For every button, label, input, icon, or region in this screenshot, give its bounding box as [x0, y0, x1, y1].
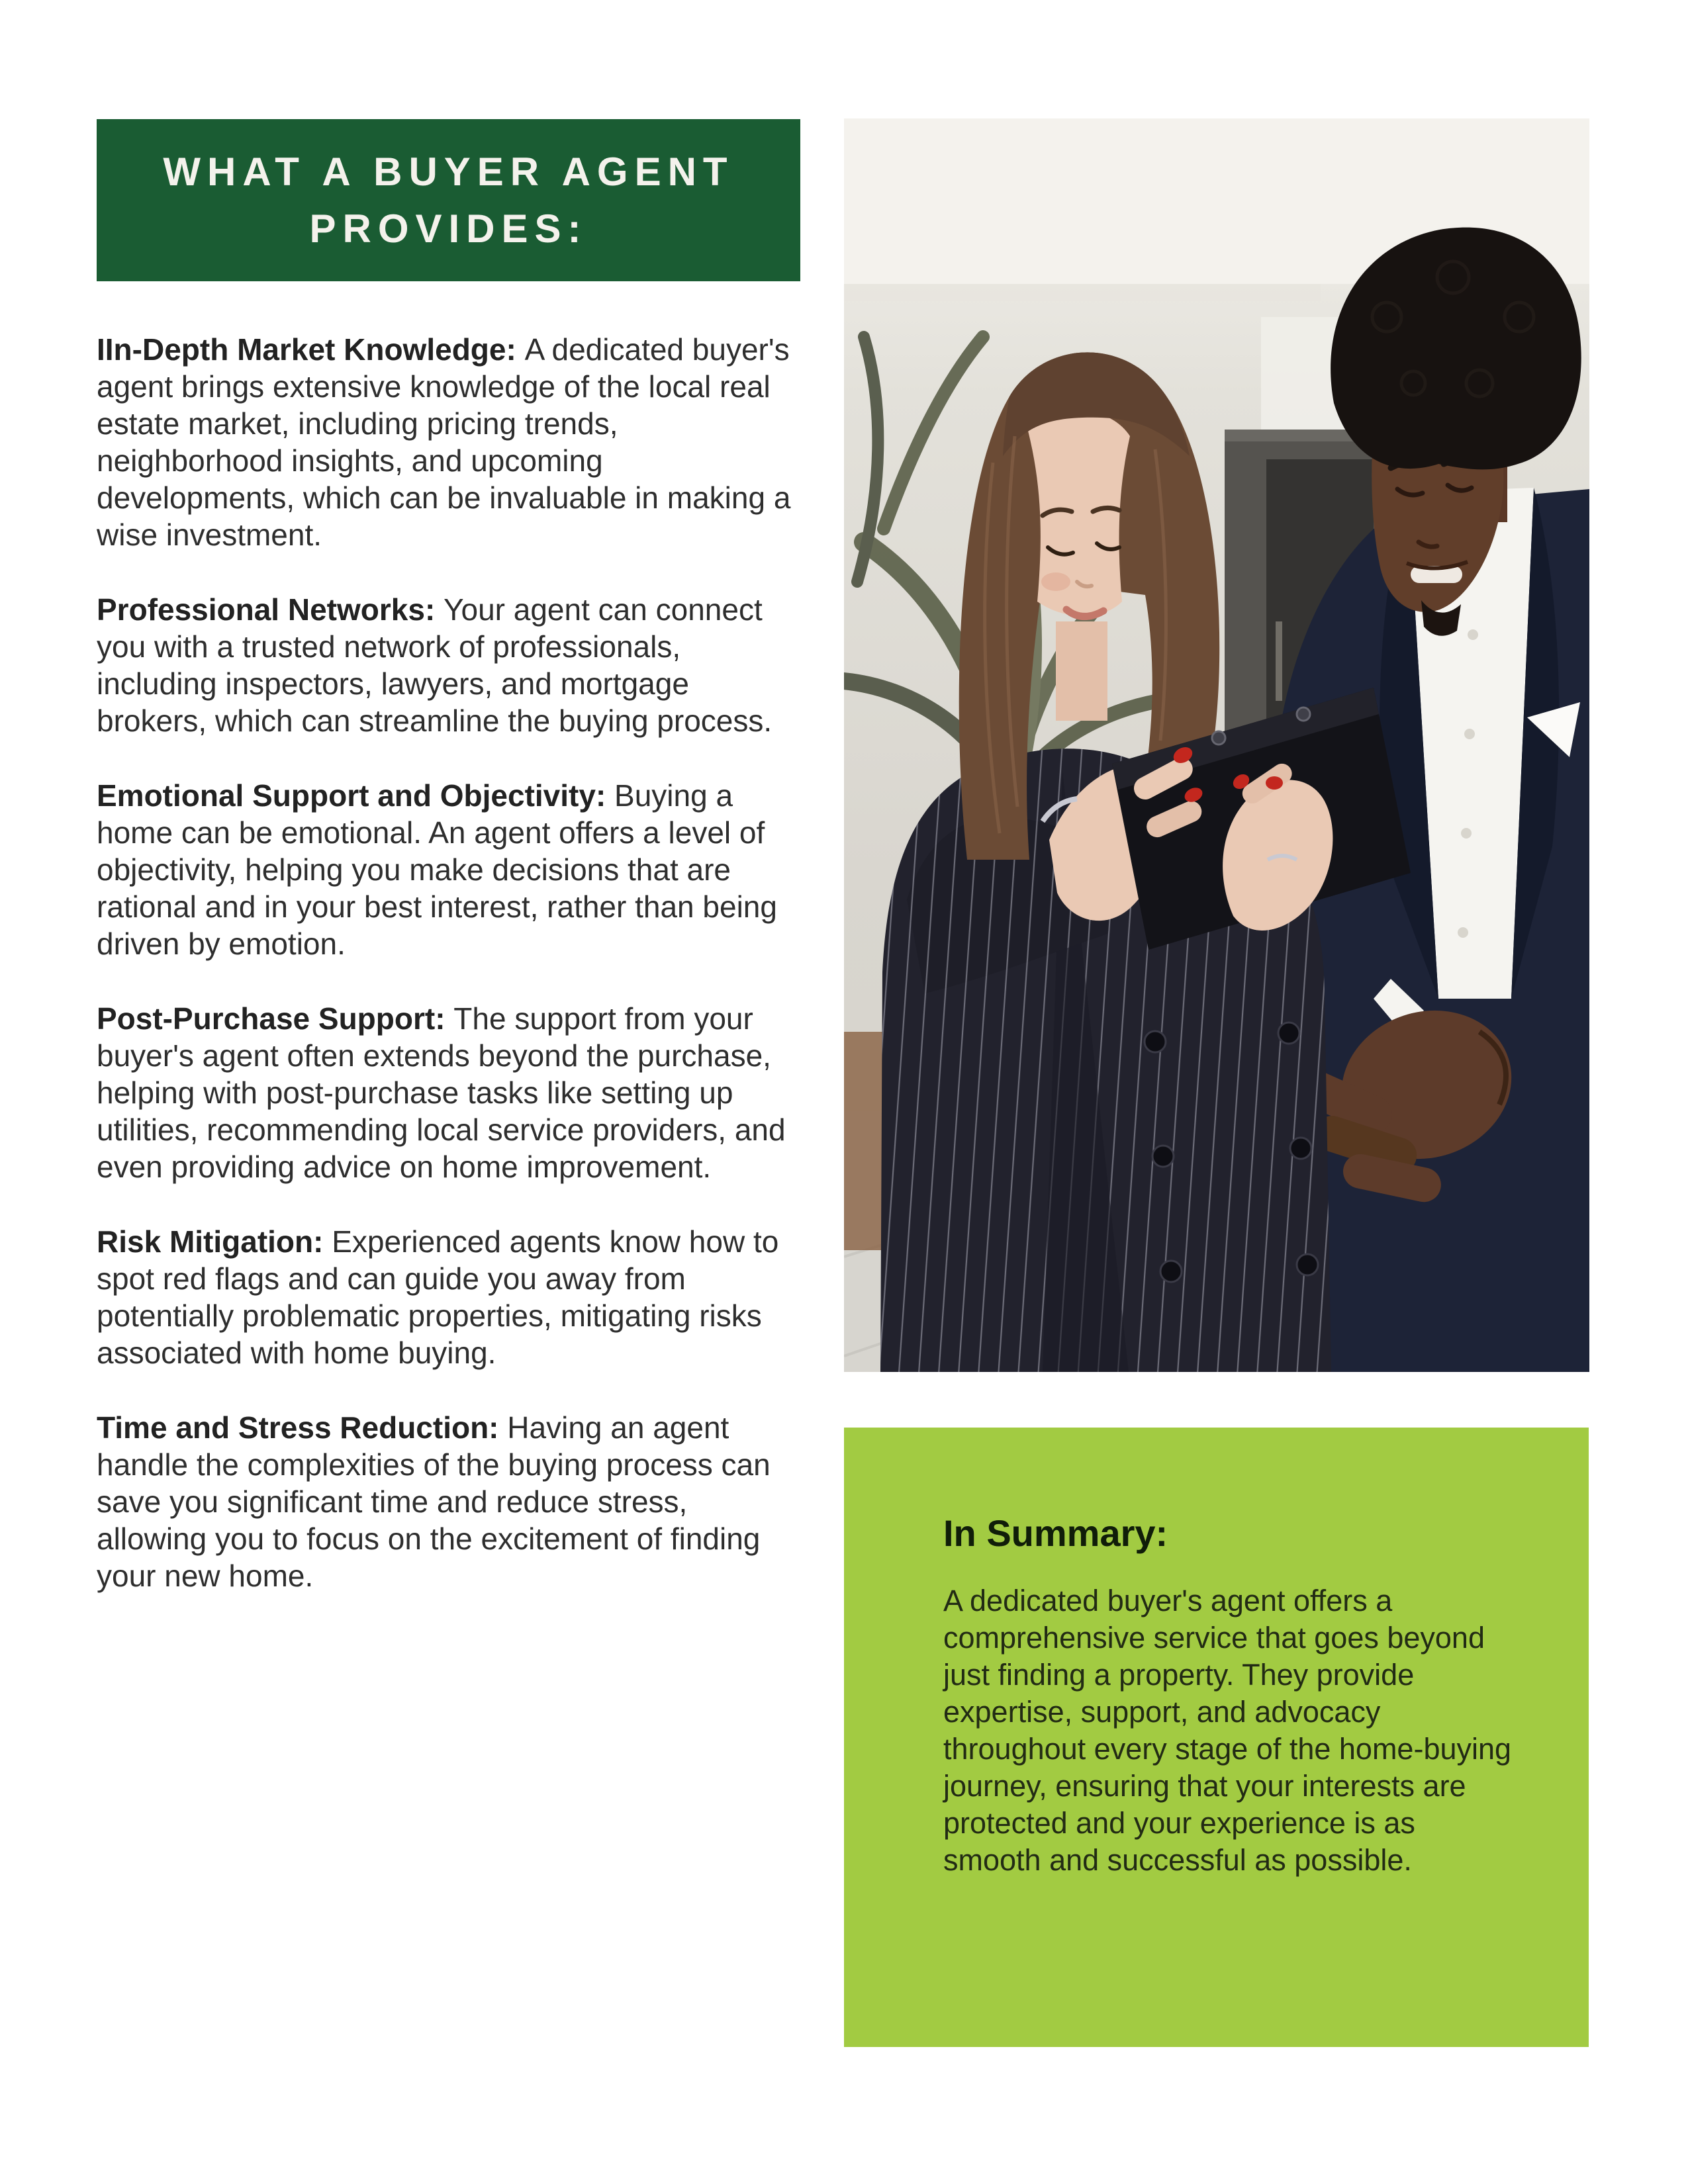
shirt-button	[1464, 729, 1475, 739]
section-lead: Professional Networks:	[97, 592, 436, 627]
section-professional-networks	[97, 591, 804, 739]
section-post-purchase-support	[97, 1000, 804, 1185]
section-lead: Risk Mitigation:	[97, 1224, 324, 1259]
section-time-stress-reduction	[97, 1409, 804, 1594]
section-lead: Time and Stress Reduction:	[97, 1410, 499, 1445]
woman-neck	[1056, 621, 1107, 721]
shirt-button	[1458, 927, 1468, 938]
page-title-line-1: WHAT A BUYER AGENT	[163, 149, 734, 194]
section-body: The support from your buyer's agent often extends beyond the purchase, helping with post-purchase tasks like setting up utilities, recommending local service providers, and even providing advice on home improvement.	[97, 1001, 786, 1184]
section-market-knowledge	[97, 331, 804, 553]
summary-box	[844, 1428, 1589, 2047]
summary-heading: In Summary:	[943, 1512, 1168, 1554]
shirt-button	[1461, 828, 1472, 839]
clipboard-pin	[1212, 731, 1225, 745]
section-lead: Post-Purchase Support:	[97, 1001, 445, 1036]
section-risk-mitigation	[97, 1223, 804, 1371]
section-body: Your agent can connect you with a trusted network of professionals, including inspectors, lawyers, and mortgage brokers, which can streamline the buying process.	[97, 592, 773, 738]
shirt-button	[1468, 629, 1478, 640]
agents-photo	[844, 118, 1589, 1372]
clipboard-pin	[1297, 707, 1310, 721]
section-lead: Emotional Support and Objectivity:	[97, 778, 606, 813]
section-body: Experienced agents know how to spot red flags and can guide you away from potentially problematic properties, mitigating risks associated with home buying.	[97, 1224, 779, 1370]
benefits-list	[97, 331, 804, 1632]
section-emotional-support	[97, 777, 804, 962]
woman-blush	[1041, 572, 1070, 591]
section-body: Having an agent handle the complexities of the buying process can save you significant time and reduce stress, allowing you to focus on the excitement of finding your new home.	[97, 1410, 771, 1593]
page-title-line-2: PROVIDES:	[309, 206, 588, 251]
red-nail	[1266, 776, 1283, 790]
header-banner	[97, 119, 800, 281]
section-lead: IIn-Depth Market Knowledge:	[97, 332, 516, 367]
summary-body: A dedicated buyer's agent offers a comprehensive service that goes beyond just finding a property. They provide expertise, support, and advocacy throughout every stage of the home-buying journey, ensuring that your interests are protected and your experience is as smooth and successful as possible.	[943, 1584, 1512, 1877]
section-body: Buying a home can be emotional. An agent offers a level of objectivity, helping you make decisions that are rational and in your best interest, rather than being driven by emotion.	[97, 778, 777, 961]
photo-ceiling-line	[844, 284, 1321, 301]
section-body: A dedicated buyer's agent brings extensive knowledge of the local real estate market, including pricing trends, neighborhood insights, and upcoming developments, which can be invaluable in making a wise investment.	[97, 332, 791, 552]
agents-photo-illustration	[844, 118, 1589, 1372]
